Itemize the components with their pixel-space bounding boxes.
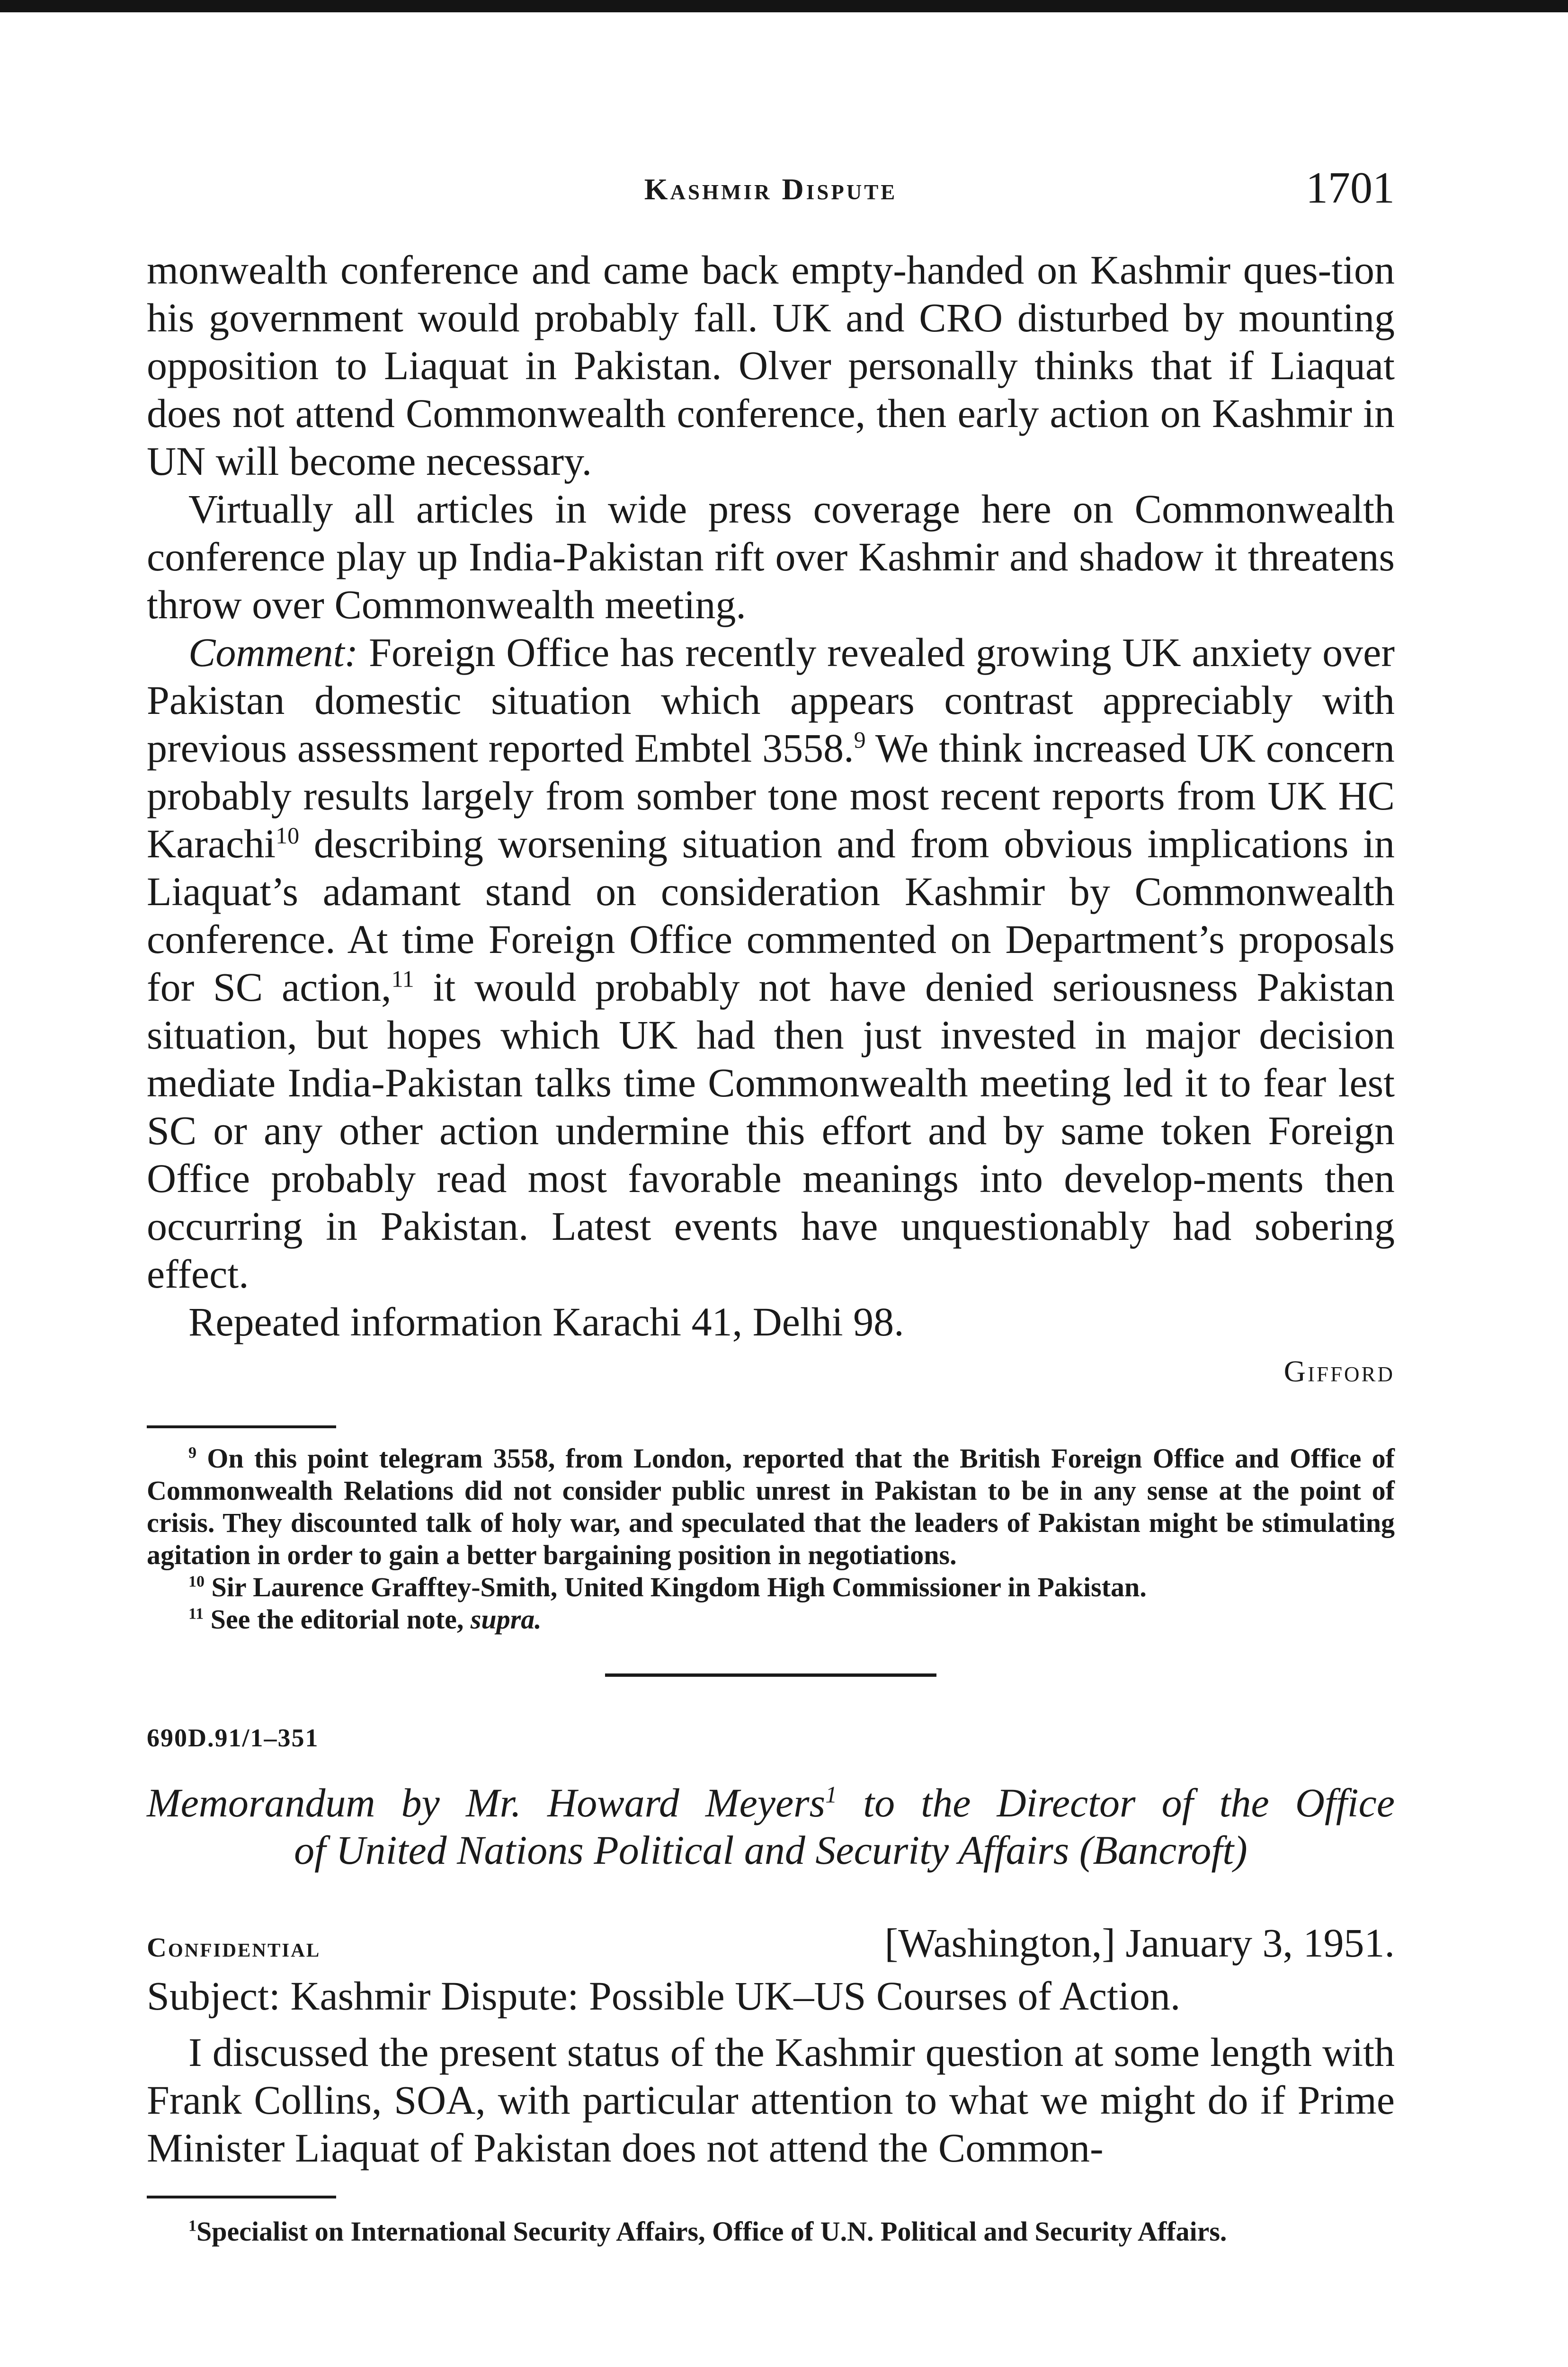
- comment-text-4: it would probably not have denied seriousness Pakistan situation, but hopes which UK had then just invested in major decision mediate India-Pakistan talks time Commonwealth meeting led it to fear lest SC or any other action undermine this effort and by same token Foreign Office probably read most favorable meanings into develop-ments then occurring in Pakistan. Latest events have unquestionably had sobering effect.: [147, 964, 1395, 1297]
- telegram-paragraph-press: Virtually all articles in wide press coverage here on Commonwealth conference play up India-Pakistan rift over Kashmir and shadow it threatens throw over Commonwealth meeting.: [147, 486, 1395, 627]
- memo-title-line-1: [147, 1779, 1395, 1826]
- footnote-1: [147, 2216, 1395, 2248]
- footnote-11-text: See the editorial note,: [210, 1604, 471, 1635]
- comment-text-3: describing worsening situation and from obvious implications in Liaquat’s adamant stand on consideration Kashmir by Commonwealth conference. At time Foreign Office commented on Department’s proposals for SC action,: [147, 821, 1395, 1010]
- footnote-11: [147, 1603, 1395, 1636]
- footnote-1-mark: 1: [188, 2217, 196, 2235]
- footnote-ref-1: 1: [825, 1781, 837, 1808]
- footnote-divider: [147, 1425, 336, 1428]
- footnote-9: [147, 1442, 1395, 1571]
- footnote-ref-11: 11: [391, 965, 414, 992]
- memo-title-recipient: to the Director of the Office: [837, 1780, 1395, 1825]
- telegram-comment-paragraph: [147, 629, 1395, 1298]
- memo-dateline: [147, 1919, 1395, 1967]
- footnote-10-text: Sir Laurence Grafftey-Smith, United Kingdom High Commissioner in Pakistan.: [211, 1572, 1147, 1602]
- memo-date: January 3, 1951.: [1125, 1920, 1395, 1966]
- footnote-ref-10: 10: [276, 822, 300, 849]
- footnote-1-text: Specialist on International Security Affairs, Office of U.N. Political and Security Affairs.: [196, 2216, 1227, 2247]
- memo-place: [Washington,]: [884, 1920, 1116, 1966]
- page-body: [147, 246, 1395, 2248]
- page-number: 1701: [1306, 163, 1395, 213]
- comment-text-2: We think increased UK concern probably results largely from somber tone most recent reports from UK HC Karachi: [147, 725, 1395, 866]
- memo-subject: Subject: Kashmir Dispute: Possible UK–US Courses of Action.: [147, 1973, 1181, 2019]
- footnote-9-mark: 9: [188, 1444, 196, 1462]
- telegram-paragraph-continued: monwealth conference and came back empty-handed on Kashmir ques-tion his government would probably fall. UK and CRO disturbed by mounting opposition to Liaquat in Pakistan. Olver personally thinks that if Liaquat does not attend Commonwealth conference, then early action on Kashmir in UN will become necessary.: [147, 247, 1395, 484]
- footnotes-memo: [147, 2216, 1395, 2248]
- footnotes-telegram: [147, 1442, 1395, 1636]
- comment-text-1: Foreign Office has recently revealed growing UK anxiety over Pakistan domestic situation which appears contrast appreciably with previous assessment reported Embtel 3558.: [147, 630, 1395, 771]
- memo-title-line-2: of United Nations Political and Security Affairs (Bancroft): [294, 1827, 1247, 1873]
- repeated-information-line: Repeated information Karachi 41, Delhi 98.: [188, 1299, 904, 1344]
- running-header-title: Kashmir Dispute: [644, 172, 898, 206]
- comment-label: Comment:: [188, 630, 358, 675]
- footnote-9-text: On this point telegram 3558, from London, reported that the British Foreign Office and Office of Commonwealth Relations did not consider public unrest in Pakistan to be in any sense at the point of crisis. They discounted talk of holy war, and speculated that the leaders of Pakistan might be stimulating agitation in order to gain a better bargaining position in negotiations.: [147, 1443, 1395, 1570]
- footnote-ref-9: 9: [854, 726, 866, 753]
- footnote-10-mark: 10: [188, 1573, 205, 1591]
- place-and-date: [885, 1919, 1395, 1967]
- footnote-divider-memo: [147, 2196, 336, 2198]
- file-reference: 690D.91/1–351: [147, 1724, 319, 1752]
- section-divider: [605, 1673, 936, 1677]
- footnote-11-italic: supra.: [470, 1604, 542, 1635]
- footnote-11-mark: 11: [188, 1605, 204, 1623]
- footnote-10: [147, 1571, 1395, 1603]
- memo-title-author: Memorandum by Mr. Howard Meyers: [147, 1780, 826, 1825]
- classification-label: Confidential: [147, 1932, 321, 1963]
- scan-top-edge: [0, 0, 1568, 12]
- memo-body-paragraph: I discussed the present status of the Kashmir question at some length with Frank Collins, SOA, with particular attention to what we might do if Prime Minister Liaquat of Pakistan does not attend the Common-: [147, 2029, 1395, 2171]
- memo-title: [147, 1779, 1395, 1874]
- telegram-signature: Gifford: [1283, 1354, 1395, 1388]
